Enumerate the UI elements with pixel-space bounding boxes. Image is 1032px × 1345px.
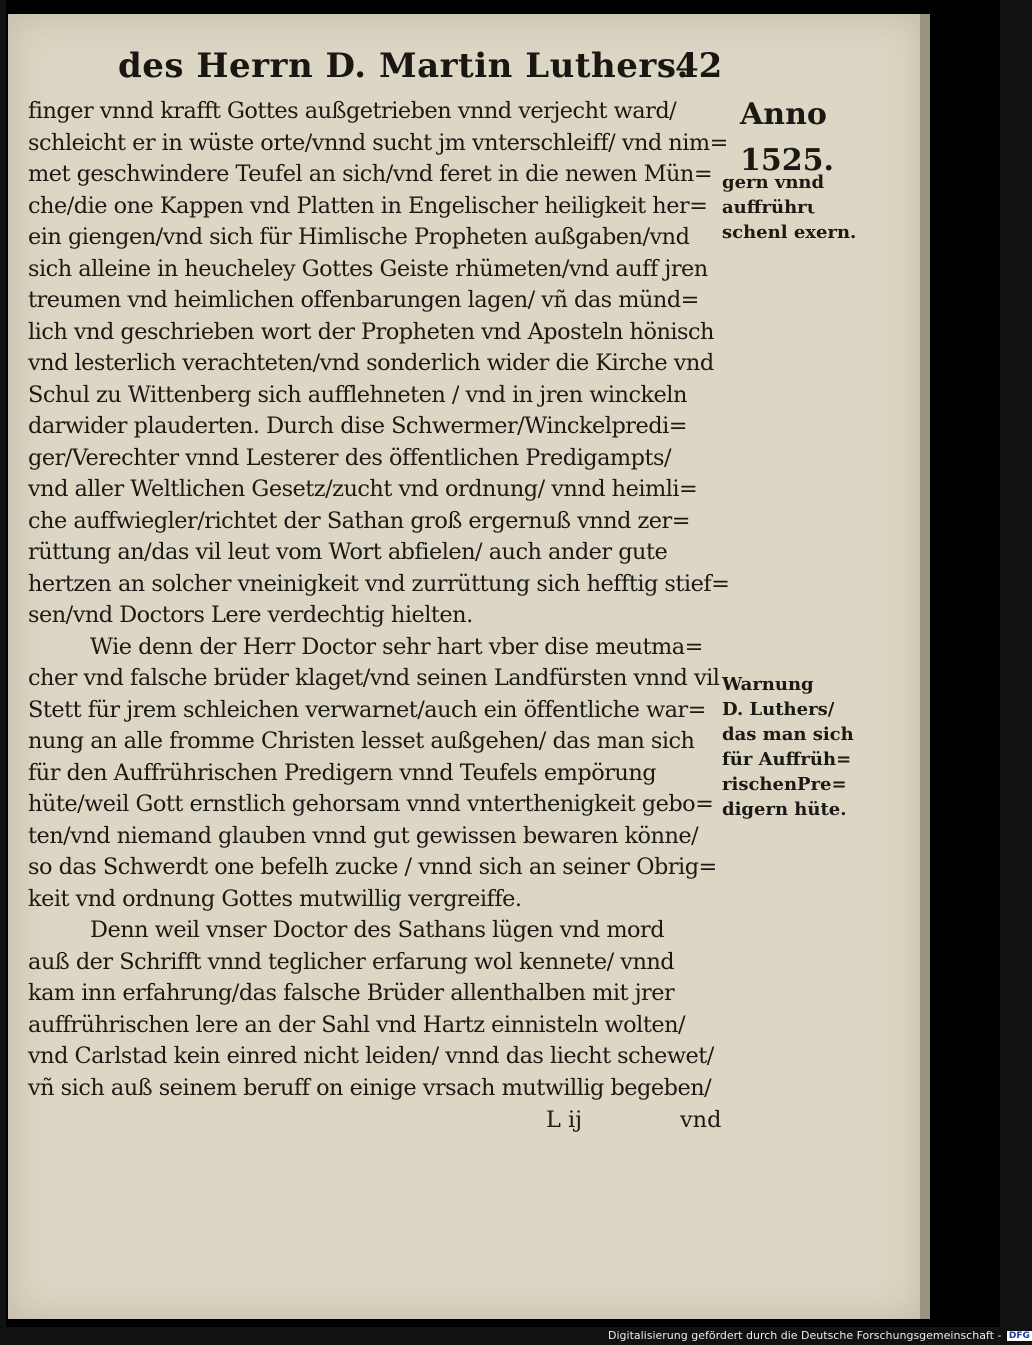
- text-line: cher vnd falsche brüder klaget/vnd seinen Landfürsten vnnd vil: [28, 665, 720, 691]
- text-line: vnd aller Weltlichen Gesetz/zucht vnd ordnung/ vnnd heimli=: [28, 476, 698, 502]
- text-line: darwider plauderten. Durch dise Schwermer/Winckelpredi=: [28, 413, 687, 439]
- text-line: kam inn erfahrung/das falsche Brüder allenthalben mit jrer: [28, 980, 675, 1006]
- main-text: [28, 96, 730, 1136]
- text-line: che auffwiegler/richtet der Sathan groß ergernuß vnnd zer=: [28, 507, 691, 534]
- text-line: Wie denn der Herr Doctor sehr hart vber dise meutma=: [90, 633, 703, 660]
- margin-note-line: für Auffrüh=: [722, 749, 852, 770]
- digitization-credit: [608, 1329, 1032, 1342]
- text-line: ger/Verechter vnnd Lesterer des öffentlichen Predigampts/: [28, 444, 672, 471]
- text-line: met geschwindere Teufel an sich/vnd feret in die newen Mün=: [28, 161, 713, 187]
- text-line: schleicht er in wüste orte/vnnd sucht jm vnterschleiff/ vnd nim=: [28, 129, 728, 156]
- running-title: des Herrn D. Martin Luthers.: [118, 46, 689, 86]
- text-line: auffrührischen lere an der Sahl vnd Hartz einnisteln wolten/: [28, 1011, 686, 1038]
- credit-text: Digitalisierung gefördert durch die Deutsche Forschungsgemeinschaft -: [608, 1329, 1002, 1342]
- margin-note-line: das man sich: [722, 724, 854, 745]
- text-line: che/die one Kappen vnd Platten in Engelischer heiligkeit her=: [28, 192, 708, 219]
- margin-note-warning: [722, 672, 854, 822]
- text-line: Stett für jrem schleichen verwarnet/auch ein öffentliche war=: [28, 696, 706, 723]
- text-line: vnd lesterlich verachteten/vnd sonderlich wider die Kirche vnd: [28, 350, 714, 376]
- text-line: nung an alle fromme Christen lesset außgehen/ das man sich: [28, 728, 695, 754]
- text-line: hüte/weil Gott ernstlich gehorsam vnnd vnterthenigkeit gebo=: [28, 791, 714, 817]
- margin-note-line: rischenPre=: [722, 774, 847, 795]
- margin-year-value: 1525.: [740, 143, 834, 178]
- dfg-logo: DFG: [1008, 1331, 1030, 1341]
- margin-note-line: auffrührι: [722, 197, 816, 218]
- text-line: keit vnd ordnung Gottes mutwillig vergreiffe.: [28, 885, 522, 912]
- margin-note-top: [722, 170, 856, 245]
- text-line: finger vnnd krafft Gottes außgetrieben vnnd verjecht ward/: [28, 98, 677, 124]
- text-line: vñ sich auß seinem beruff on einige vrsach mutwillig begeben/: [28, 1074, 712, 1101]
- folio-number: 42: [675, 46, 723, 86]
- margin-year-label: Anno: [740, 97, 827, 132]
- text-line: ten/vnd niemand glauben vnnd gut gewissen bewaren könne/: [28, 822, 699, 849]
- text-line: für den Auffrührischen Predigern vnnd Teufels empörung: [28, 759, 657, 786]
- signature-mark: L ij: [546, 1107, 583, 1133]
- catch-line: [28, 1104, 723, 1136]
- text-line: ein giengen/vnd sich für Himlische Propheten außgaben/vnd: [28, 224, 690, 250]
- text-line: sen/vnd Doctors Lere verdechtig hielten.: [28, 602, 473, 628]
- margin-note-line: schenl exern.: [722, 222, 857, 243]
- text-line: Schul zu Wittenberg sich aufflehneten / vnd in jren winckeln: [28, 381, 687, 408]
- margin-note-line: Warnung: [722, 674, 814, 695]
- text-line: rüttung an/das vil leut vom Wort abfielen/ auch ander gute: [28, 539, 668, 565]
- margin-note-line: gern vnnd: [722, 172, 825, 193]
- margin-note-line: D. Luthers/: [722, 699, 835, 720]
- text-line: lich vnd geschrieben wort der Propheten vnd Aposteln hönisch: [28, 318, 714, 345]
- margin-note-line: digern hüte.: [722, 799, 847, 820]
- page-edge: [920, 14, 930, 1319]
- text-line: vnd Carlstad kein einred nicht leiden/ vnnd das liecht schewet/: [28, 1043, 714, 1069]
- text-line: auß der Schrifft vnnd teglicher erfarung wol kennete/ vnnd: [28, 948, 675, 975]
- catchword: vnd: [680, 1107, 722, 1133]
- text-line: hertzen an solcher vneinigkeit vnd zurrüttung sich hefftig stief=: [28, 570, 730, 597]
- text-line: sich alleine in heucheley Gottes Geiste rhümeten/vnd auff jren: [28, 255, 708, 282]
- text-line: so das Schwerdt one befelh zucke / vnnd sich an seiner Obrig=: [28, 854, 717, 880]
- text-line: treumen vnd heimlichen offenbarungen lagen/ vñ das münd=: [28, 287, 699, 313]
- text-line: Denn weil vnser Doctor des Sathans lügen vnd mord: [90, 917, 665, 943]
